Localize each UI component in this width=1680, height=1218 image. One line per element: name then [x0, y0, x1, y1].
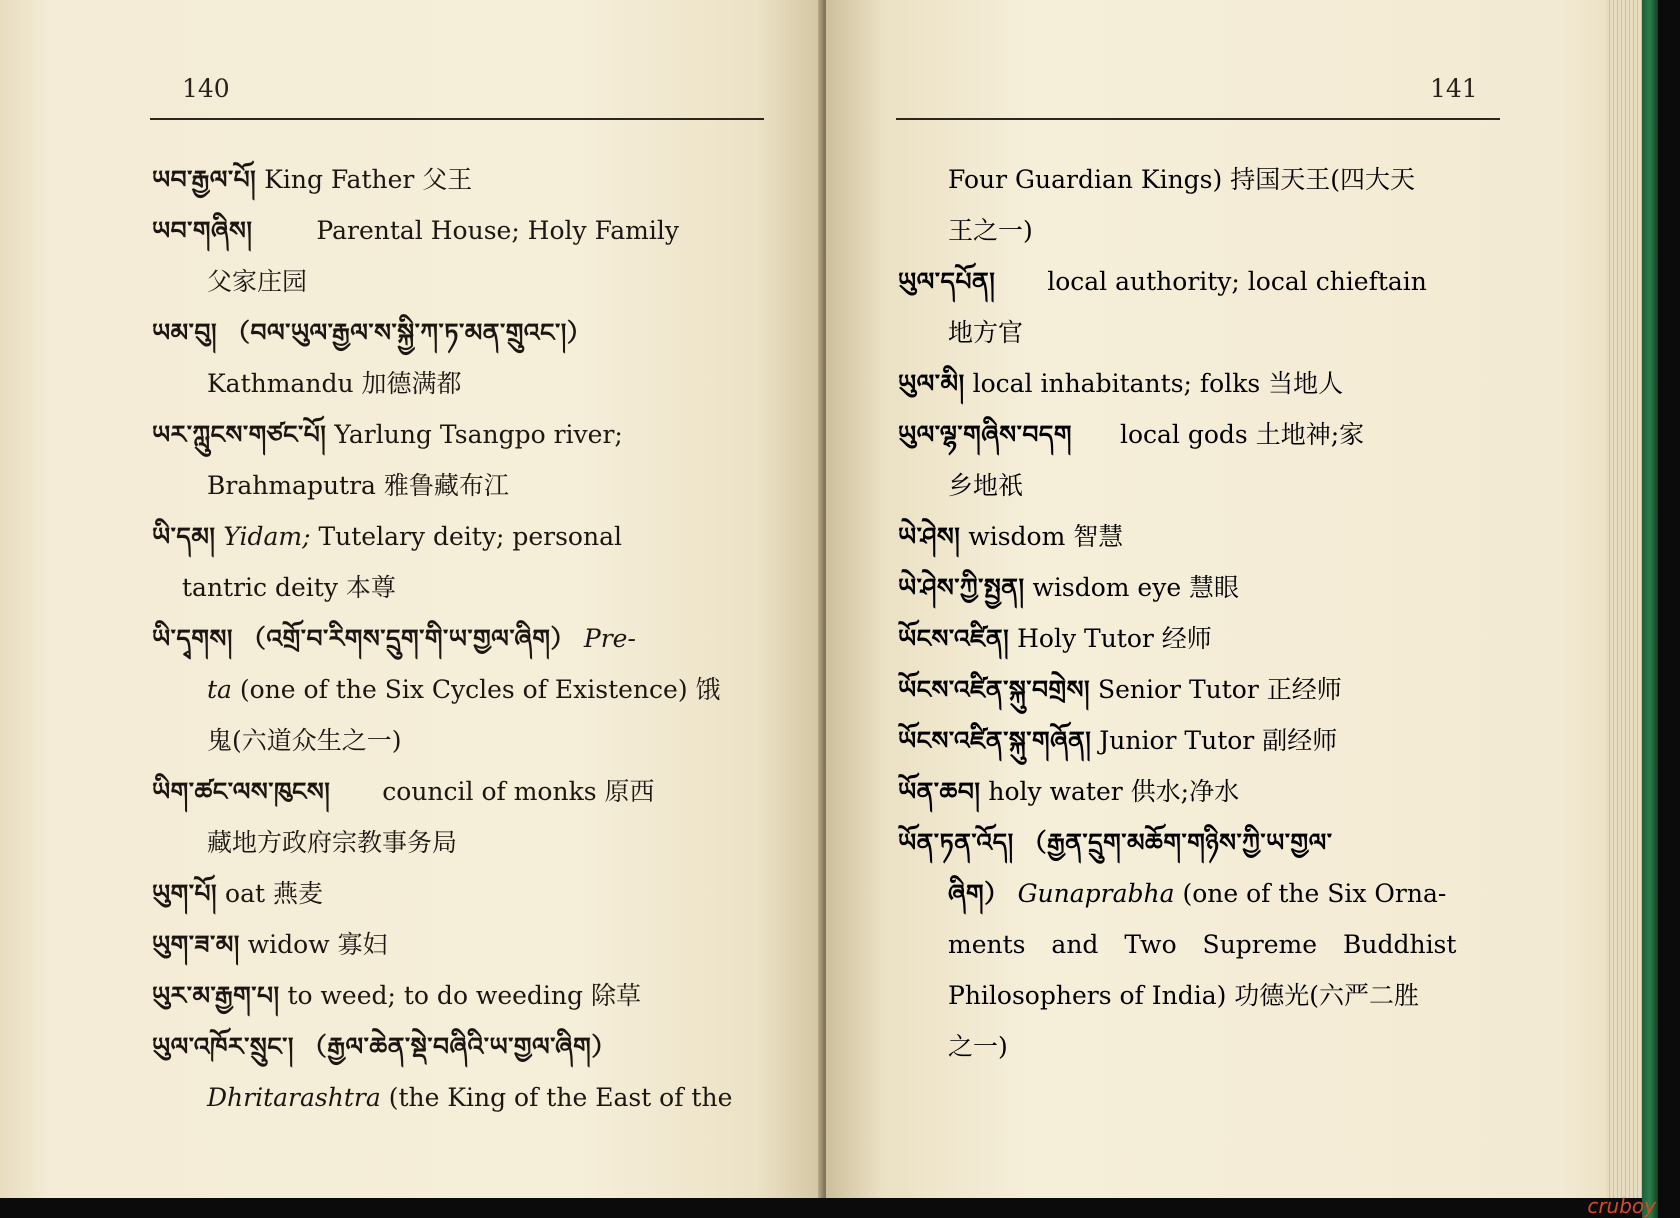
tibetan-headword: ཡབ་རྒྱལ་པོ། [152, 165, 257, 194]
definition: widow 寡妇 [247, 930, 388, 959]
tibetan-headword: ཡམ་བུ། [152, 318, 218, 347]
entry-continuation [898, 205, 1503, 256]
tibetan-gloss: （འགྲོ་བ་རིགས་དྲུག་གི་ཡ་གྱལ་ཞིག） [240, 624, 576, 653]
entry-continuation [898, 460, 1503, 511]
definition: (one of the Six Cycles of Existence) 饿 [239, 675, 721, 704]
italic-term: Yidam; [223, 522, 311, 551]
tibetan-gloss: （རྒྱལ་ཆེན་སྡེ་བཞིའི་ཡ་གྱལ་ཞིག） [301, 1032, 617, 1061]
entry-line [152, 766, 764, 817]
entry-line [152, 970, 764, 1021]
definition: 之一) [948, 1032, 1008, 1061]
definition: to weed; to do weeding 除草 [287, 981, 641, 1010]
definition: Parental House; Holy Family [316, 216, 679, 245]
definition: ments and Two Supreme Buddhist [948, 930, 1457, 959]
tibetan-headword: ཡོངས་འཛིན། [898, 624, 1010, 653]
definition: 乡地祇 [948, 471, 1024, 500]
page-edges [1606, 0, 1642, 1198]
left-page [0, 0, 822, 1198]
entry-continuation [152, 256, 764, 307]
entry-line [152, 205, 764, 256]
entry-line [152, 919, 764, 970]
definition: holy water 供水;净水 [988, 777, 1240, 806]
definition: Yarlung Tsangpo river; [334, 420, 623, 449]
definition: (the King of the East of the [388, 1083, 733, 1112]
definition: (one of the Six Orna- [1182, 879, 1447, 908]
tibetan-headword: ཡི་དམ། [152, 522, 216, 551]
entry-line [152, 511, 764, 562]
entry-continuation [898, 307, 1503, 358]
tibetan-headword: ཡར་ཀླུངས་གཙང་པོ། [152, 420, 327, 449]
tibetan-gloss: （བལ་ཡུལ་རྒྱལ་ས་སྐྱི་ཀ་ཏ་མན་གྲུའང་།） [224, 318, 593, 347]
definition: 地方官 [948, 318, 1024, 347]
header-rule-left [150, 118, 764, 120]
right-column [898, 154, 1503, 1072]
definition: wisdom 智慧 [968, 522, 1124, 551]
entry-line [898, 511, 1503, 562]
definition: Brahmaputra 雅鲁藏布江 [207, 471, 509, 500]
entry-continuation [152, 358, 764, 409]
tibetan-headword: ཡེ་ཤེས། [898, 522, 961, 551]
entry-line [898, 817, 1503, 868]
entry-line [152, 613, 764, 664]
entry-continuation [898, 154, 1503, 205]
definition: wisdom eye 慧眼 [1032, 573, 1240, 602]
watermark: cruboy [1587, 1194, 1656, 1218]
entry-line [152, 1021, 764, 1072]
entry-line [152, 868, 764, 919]
tibetan-gloss: （རྒྱན་དྲུག་མཆོག་གཉིས་ཀྱི་ཡ་གྱལ་ [1021, 828, 1333, 857]
definition: local authority; local chieftain [1047, 267, 1427, 296]
entry-continuation [898, 868, 1503, 919]
header-rule-right [896, 118, 1500, 120]
tibetan-headword: ཡོངས་འཛིན་སྐུ་བགྲེས། [898, 675, 1091, 704]
definition: tantric deity 本尊 [182, 573, 396, 602]
definition: 父家庄园 [207, 267, 308, 296]
book-cover-edge [1642, 0, 1658, 1218]
tibetan-headword: ཡེ་ཤེས་ཀྱི་སྤྱན། [898, 573, 1025, 602]
italic-term: ta [207, 675, 232, 704]
left-column [152, 154, 764, 1123]
definition: Kathmandu 加德满都 [207, 369, 462, 398]
italic-term: Dhritarashtra [207, 1083, 381, 1112]
definition: Senior Tutor 正经师 [1097, 675, 1342, 704]
definition: Tutelary deity; personal [318, 522, 622, 551]
tibetan-headword: ཡུལ་མི། [898, 369, 965, 398]
entry-continuation [152, 1072, 764, 1123]
tibetan-gloss: ཞིག） [948, 879, 1010, 908]
entry-continuation [152, 715, 764, 766]
definition: local inhabitants; folks 当地人 [972, 369, 1344, 398]
entry-continuation [898, 970, 1503, 1021]
tibetan-headword: ཡབ་གཞིས། [152, 216, 253, 245]
entry-continuation [152, 460, 764, 511]
entry-line [152, 409, 764, 460]
tibetan-headword: ཡུག་པོ། [152, 879, 218, 908]
entry-continuation [898, 1021, 1503, 1072]
entry-continuation [152, 664, 764, 715]
tibetan-headword: ཡུལ་དཔོན། [898, 267, 996, 296]
tibetan-headword: ཡུལ་ལྷ་གཞིས་བདག [898, 420, 1073, 449]
entry-line [898, 664, 1503, 715]
definition: 王之一) [948, 216, 1033, 245]
entry-line [898, 562, 1503, 613]
tibetan-headword: ཡུལ་འཁོར་སྲུང་། [152, 1032, 294, 1061]
tibetan-headword: ཡུག་ཟ་མ། [152, 930, 240, 959]
definition: oat 燕麦 [225, 879, 323, 908]
entry-line [898, 613, 1503, 664]
tibetan-headword: ཡོན་ཏན་འོད། [898, 828, 1014, 857]
tibetan-headword: ཡུར་མ་རྒྱག་པ། [152, 981, 280, 1010]
tibetan-headword: ཡོན་ཆབ། [898, 777, 981, 806]
entry-continuation [152, 817, 764, 868]
definition: local gods 土地神;家 [1119, 420, 1365, 449]
entry-line [152, 154, 764, 205]
italic-term: Gunaprabha [1017, 879, 1175, 908]
tibetan-headword: ཡིག་ཚང་ལས་ཁུངས། [152, 777, 331, 806]
tibetan-headword: ཡོངས་འཛིན་སྐུ་གཞོན། [898, 726, 1092, 755]
entry-line [152, 307, 764, 358]
italic-term: Pre- [583, 624, 636, 653]
entry-continuation [152, 562, 764, 613]
entry-continuation [898, 919, 1503, 970]
definition: Holy Tutor 经师 [1017, 624, 1212, 653]
definition: Philosophers of India) 功德光(六严二胜 [948, 981, 1420, 1010]
entry-line [898, 409, 1503, 460]
entry-line [898, 715, 1503, 766]
entry-line [898, 766, 1503, 817]
definition: 藏地方政府宗教事务局 [207, 828, 458, 857]
page-number-left: 140 [182, 74, 230, 103]
entry-line [898, 358, 1503, 409]
entry-line [898, 256, 1503, 307]
definition: council of monks 原西 [382, 777, 655, 806]
definition: 鬼(六道众生之一) [207, 726, 402, 755]
definition: Junior Tutor 副经师 [1099, 726, 1338, 755]
definition: Four Guardian Kings) 持国天王(四大天 [948, 165, 1415, 194]
definition: King Father 父王 [264, 165, 473, 194]
page-number-right: 141 [1430, 74, 1478, 103]
tibetan-headword: ཡི་དྭགས། [152, 624, 233, 653]
